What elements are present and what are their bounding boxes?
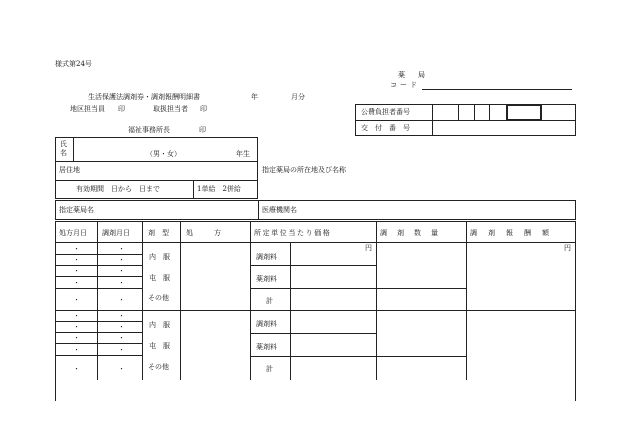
header-dispense-date: 調剤月日 (102, 229, 130, 237)
b1-dosage-internal: 内 服 (149, 253, 170, 261)
handler-seal: 印 (200, 105, 207, 113)
b1-date-rule-2 (55, 265, 142, 266)
b2-fee-total: 計 (266, 365, 273, 373)
code-underline (422, 89, 572, 90)
designated-pharmacy-label: 指定薬局名 (59, 206, 94, 214)
date-dot: ・ (73, 267, 80, 275)
residence-label: 居住地 (59, 166, 80, 174)
date-dot: ・ (118, 296, 125, 304)
header-prescription-date: 処方月日 (59, 229, 87, 237)
b2-dosage-asneeded: 屯 服 (149, 342, 170, 350)
header-quantity: 調 剤 数 量 (380, 229, 440, 237)
code-label: コード (390, 81, 420, 89)
name-label-sep (73, 137, 74, 161)
b2-qty-rule (376, 356, 466, 357)
col-sep-3 (180, 221, 181, 380)
header-fee: 調 剤 報 酬 額 (470, 229, 551, 237)
b2-date-rule-4 (55, 355, 142, 356)
b2-dosage-internal: 内 服 (149, 321, 170, 329)
date-dot: ・ (118, 256, 125, 264)
b1-dosage-asneeded: 屯 服 (149, 274, 170, 282)
b2-dosage-other: その他 (148, 363, 169, 371)
header-bottom (55, 242, 576, 243)
payer-number-label: 公費負担者番号 (361, 108, 410, 116)
b1-fee-total: 計 (266, 297, 273, 305)
b2-fee-drug: 薬剤料 (256, 343, 277, 351)
designated-address-label: 指定薬局の所在地及び名称 (262, 166, 346, 174)
b1-fee-rule-2 (250, 288, 376, 289)
date-dot: ・ (73, 346, 80, 354)
header-prescription: 処 方 (186, 229, 221, 237)
district-officer-label: 地区担当員 (70, 105, 105, 113)
b2-date-rule-1 (55, 321, 142, 322)
yen-fee: 円 (564, 244, 571, 252)
b1-date-rule-1 (55, 254, 142, 255)
birth-label: 年生 (236, 150, 250, 158)
recipient-number-label: 交 付 番 号 (361, 124, 410, 132)
b2-fee-rule-2 (250, 356, 376, 357)
handler-label: 取扱担当者 (153, 105, 188, 113)
year-label: 年 (251, 93, 258, 101)
name-row-bottom (55, 161, 258, 162)
b1-date-rule-3 (55, 276, 142, 277)
b2-date-rule-3 (55, 343, 142, 344)
b1-qty-rule (376, 288, 466, 289)
payer-digit-sep-1 (458, 104, 459, 120)
date-dot: ・ (73, 323, 80, 331)
welfare-director-label: 福祉事務所長 (128, 126, 170, 134)
payer-box-label-sep (432, 104, 433, 136)
date-dot: ・ (118, 267, 125, 275)
b1-fee-dispensing: 調剤料 (256, 253, 277, 261)
header-unit-price: 所定単位当たり価格 (254, 229, 332, 237)
date-dot: ・ (118, 334, 125, 342)
date-dot: ・ (118, 312, 125, 320)
date-dot: ・ (73, 296, 80, 304)
officer-seal: 印 (118, 105, 125, 113)
block-separator (55, 310, 576, 311)
gender-label: （男・女） (146, 150, 181, 158)
date-dot: ・ (118, 279, 125, 287)
payer-check-digit-box[interactable] (506, 104, 542, 121)
date-dot: ・ (73, 245, 80, 253)
pharmacy-institution-sep (258, 200, 259, 220)
units-label: 1単給 2併給 (197, 185, 241, 193)
b1-fee-drug: 薬剤料 (256, 275, 277, 283)
residence-row-bottom (55, 180, 258, 181)
name-label: 氏名 (60, 140, 67, 157)
date-dot: ・ (118, 365, 125, 373)
form-id: 様式第24号 (55, 60, 92, 68)
date-dot: ・ (73, 256, 80, 264)
detail-table (55, 221, 576, 401)
director-seal: 印 (199, 126, 206, 134)
date-dot: ・ (118, 323, 125, 331)
col-sep-2 (142, 221, 143, 380)
col-sep-7 (466, 221, 467, 380)
date-dot: ・ (73, 312, 80, 320)
doc-title: 生活保護法調剤券・調剤報酬明細書 (88, 93, 200, 101)
col-sep-1 (97, 221, 98, 380)
b2-fee-rule-1 (250, 333, 376, 334)
header-dosage-form: 剤 型 (148, 229, 169, 237)
col-sep-5 (290, 242, 291, 380)
pharmacy-institution-row (55, 200, 576, 220)
b1-fee-rule-1 (250, 265, 376, 266)
date-dot: ・ (73, 279, 80, 287)
month-label: 月分 (291, 93, 305, 101)
date-dot: ・ (73, 334, 80, 342)
yen-unit-price: 円 (365, 244, 372, 252)
date-dot: ・ (73, 365, 80, 373)
validity-label: 有効期間 日から 日まで (76, 185, 160, 193)
b2-fee-dispensing: 調剤料 (256, 320, 277, 328)
payer-digit-sep-2 (474, 104, 475, 120)
date-dot: ・ (118, 245, 125, 253)
payer-digit-sep-3 (489, 104, 490, 120)
b1-dosage-other: その他 (148, 294, 169, 302)
validity-units-sep (193, 180, 194, 199)
b2-date-rule-2 (55, 332, 142, 333)
b1-date-rule-4 (55, 288, 142, 289)
institution-label: 医療機関名 (262, 206, 297, 214)
payer-box-divider (355, 120, 576, 121)
pharmacy-label: 薬 局 (398, 71, 428, 79)
date-dot: ・ (118, 346, 125, 354)
